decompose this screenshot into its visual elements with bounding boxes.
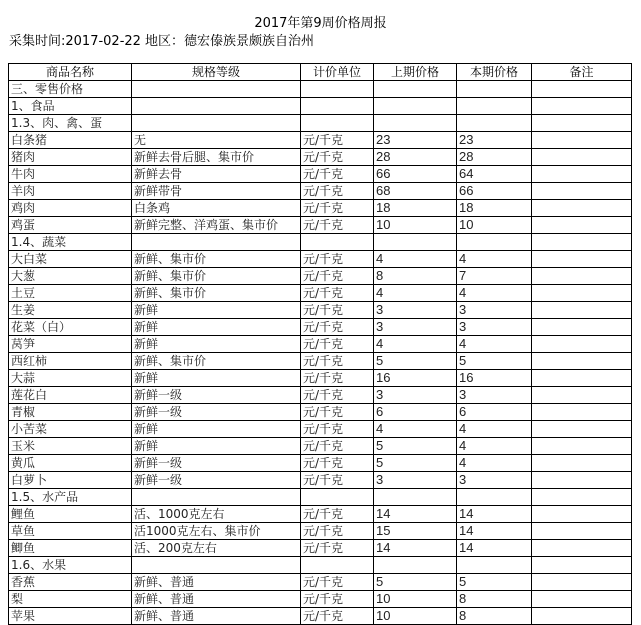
cell-prev-price: 66 xyxy=(374,166,457,183)
header-spec: 规格等级 xyxy=(132,64,301,81)
cell-curr-price: 8 xyxy=(457,608,532,625)
cell-prev-price: 16 xyxy=(374,370,457,387)
cell-prev-price xyxy=(374,489,457,506)
table-row xyxy=(9,200,632,217)
cell-spec: 新鲜一级 xyxy=(132,404,301,421)
cell-curr-price: 4 xyxy=(457,421,532,438)
cell-name: 香蕉 xyxy=(9,574,132,591)
cell-note xyxy=(532,166,632,183)
cell-unit: 元/千克 xyxy=(301,387,374,404)
table-row xyxy=(9,336,632,353)
cell-curr-price: 64 xyxy=(457,166,532,183)
cell-spec xyxy=(132,81,301,98)
cell-name: 鲤鱼 xyxy=(9,506,132,523)
cell-note xyxy=(532,540,632,557)
cell-prev-price xyxy=(374,557,457,574)
table-row xyxy=(9,574,632,591)
table-row xyxy=(9,472,632,489)
cell-unit: 元/千克 xyxy=(301,336,374,353)
cell-unit: 元/千克 xyxy=(301,200,374,217)
cell-curr-price: 3 xyxy=(457,387,532,404)
cell-spec: 新鲜去骨后腿、集市价 xyxy=(132,149,301,166)
cell-curr-price: 4 xyxy=(457,285,532,302)
cell-name: 玉米 xyxy=(9,438,132,455)
cell-prev-price: 5 xyxy=(374,353,457,370)
cell-unit: 元/千克 xyxy=(301,438,374,455)
cell-prev-price: 10 xyxy=(374,591,457,608)
cell-name: 猪肉 xyxy=(9,149,132,166)
table-row xyxy=(9,285,632,302)
cell-note xyxy=(532,506,632,523)
cell-name: 大白菜 xyxy=(9,251,132,268)
table-row xyxy=(9,268,632,285)
cell-prev-price: 3 xyxy=(374,302,457,319)
cell-prev-price: 14 xyxy=(374,540,457,557)
cell-unit: 元/千克 xyxy=(301,217,374,234)
table-row xyxy=(9,251,632,268)
cell-unit: 元/千克 xyxy=(301,455,374,472)
cell-spec: 活、200克左右 xyxy=(132,540,301,557)
cell-curr-price: 4 xyxy=(457,336,532,353)
cell-name: 1.6、水果 xyxy=(9,557,132,574)
table-row xyxy=(9,404,632,421)
cell-name: 莲花白 xyxy=(9,387,132,404)
cell-unit: 元/千克 xyxy=(301,506,374,523)
cell-unit: 元/千克 xyxy=(301,540,374,557)
table-row xyxy=(9,523,632,540)
cell-name: 土豆 xyxy=(9,285,132,302)
cell-prev-price xyxy=(374,81,457,98)
cell-prev-price: 28 xyxy=(374,149,457,166)
cell-curr-price: 5 xyxy=(457,574,532,591)
cell-curr-price: 4 xyxy=(457,251,532,268)
cell-unit xyxy=(301,234,374,251)
table-row xyxy=(9,438,632,455)
cell-note xyxy=(532,285,632,302)
cell-unit: 元/千克 xyxy=(301,166,374,183)
category-row xyxy=(9,81,632,98)
cell-name: 西红柿 xyxy=(9,353,132,370)
cell-prev-price: 4 xyxy=(374,336,457,353)
cell-note xyxy=(532,557,632,574)
cell-unit: 元/千克 xyxy=(301,251,374,268)
cell-prev-price: 6 xyxy=(374,404,457,421)
cell-spec xyxy=(132,115,301,132)
cell-curr-price: 16 xyxy=(457,370,532,387)
cell-note xyxy=(532,149,632,166)
table-row xyxy=(9,387,632,404)
cell-curr-price xyxy=(457,234,532,251)
cell-spec xyxy=(132,489,301,506)
cell-unit: 元/千克 xyxy=(301,302,374,319)
cell-note xyxy=(532,489,632,506)
cell-name: 大葱 xyxy=(9,268,132,285)
table-row xyxy=(9,166,632,183)
cell-curr-price: 14 xyxy=(457,540,532,557)
table-row xyxy=(9,217,632,234)
cell-prev-price: 18 xyxy=(374,200,457,217)
table-row xyxy=(9,370,632,387)
cell-prev-price: 15 xyxy=(374,523,457,540)
cell-name: 苹果 xyxy=(9,608,132,625)
cell-unit: 元/千克 xyxy=(301,523,374,540)
cell-curr-price: 3 xyxy=(457,472,532,489)
cell-unit xyxy=(301,115,374,132)
cell-spec: 新鲜完整、洋鸡蛋、集市价 xyxy=(132,217,301,234)
cell-note xyxy=(532,251,632,268)
cell-note xyxy=(532,353,632,370)
cell-note xyxy=(532,387,632,404)
cell-unit: 元/千克 xyxy=(301,268,374,285)
cell-name: 1.3、肉、禽、蛋 xyxy=(9,115,132,132)
cell-spec: 无 xyxy=(132,132,301,149)
cell-prev-price: 3 xyxy=(374,387,457,404)
cell-unit: 元/千克 xyxy=(301,353,374,370)
report-title: 2017年第9周价格周报 xyxy=(254,16,387,31)
cell-prev-price xyxy=(374,234,457,251)
category-row xyxy=(9,489,632,506)
table-row xyxy=(9,302,632,319)
cell-note xyxy=(532,574,632,591)
cell-unit: 元/千克 xyxy=(301,319,374,336)
cell-spec: 新鲜带骨 xyxy=(132,183,301,200)
cell-unit: 元/千克 xyxy=(301,608,374,625)
cell-prev-price: 68 xyxy=(374,183,457,200)
cell-name: 鲫鱼 xyxy=(9,540,132,557)
cell-spec: 新鲜、普通 xyxy=(132,591,301,608)
cell-spec: 白条鸡 xyxy=(132,200,301,217)
cell-note xyxy=(532,336,632,353)
cell-note xyxy=(532,421,632,438)
price-table xyxy=(8,63,632,625)
cell-spec: 活1000克左右、集市价 xyxy=(132,523,301,540)
cell-spec: 新鲜一级 xyxy=(132,455,301,472)
cell-unit xyxy=(301,489,374,506)
cell-note xyxy=(532,608,632,625)
cell-name: 鸡肉 xyxy=(9,200,132,217)
cell-note xyxy=(532,234,632,251)
header-name: 商品名称 xyxy=(9,64,132,81)
cell-spec xyxy=(132,234,301,251)
cell-curr-price xyxy=(457,98,532,115)
cell-name: 白条猪 xyxy=(9,132,132,149)
cell-curr-price: 7 xyxy=(457,268,532,285)
cell-prev-price: 8 xyxy=(374,268,457,285)
cell-name: 大蒜 xyxy=(9,370,132,387)
cell-prev-price: 5 xyxy=(374,574,457,591)
cell-name: 白萝卜 xyxy=(9,472,132,489)
cell-name: 鸡蛋 xyxy=(9,217,132,234)
cell-prev-price xyxy=(374,115,457,132)
cell-curr-price: 5 xyxy=(457,353,532,370)
cell-note xyxy=(532,523,632,540)
cell-spec: 新鲜、集市价 xyxy=(132,268,301,285)
cell-note xyxy=(532,302,632,319)
table-row xyxy=(9,132,632,149)
cell-spec: 新鲜 xyxy=(132,302,301,319)
table-row xyxy=(9,506,632,523)
cell-curr-price: 14 xyxy=(457,523,532,540)
table-row xyxy=(9,421,632,438)
table-row xyxy=(9,183,632,200)
cell-curr-price: 14 xyxy=(457,506,532,523)
cell-curr-price xyxy=(457,81,532,98)
cell-spec: 新鲜 xyxy=(132,319,301,336)
table-header-row xyxy=(9,64,632,81)
cell-curr-price xyxy=(457,489,532,506)
table-row xyxy=(9,591,632,608)
table-row xyxy=(9,608,632,625)
cell-note xyxy=(532,98,632,115)
cell-spec: 新鲜、集市价 xyxy=(132,251,301,268)
category-row xyxy=(9,234,632,251)
table-body xyxy=(9,81,632,625)
cell-unit: 元/千克 xyxy=(301,591,374,608)
cell-name: 黄瓜 xyxy=(9,455,132,472)
cell-note xyxy=(532,404,632,421)
cell-prev-price: 3 xyxy=(374,319,457,336)
cell-name: 生姜 xyxy=(9,302,132,319)
table-row xyxy=(9,353,632,370)
cell-note xyxy=(532,268,632,285)
cell-curr-price: 10 xyxy=(457,217,532,234)
cell-unit: 元/千克 xyxy=(301,472,374,489)
cell-curr-price: 23 xyxy=(457,132,532,149)
cell-name: 1、食品 xyxy=(9,98,132,115)
header-unit: 计价单位 xyxy=(301,64,374,81)
cell-curr-price xyxy=(457,557,532,574)
cell-note xyxy=(532,370,632,387)
cell-note xyxy=(532,132,632,149)
cell-prev-price: 5 xyxy=(374,438,457,455)
cell-note xyxy=(532,217,632,234)
cell-note xyxy=(532,115,632,132)
cell-curr-price: 4 xyxy=(457,455,532,472)
cell-spec: 新鲜一级 xyxy=(132,472,301,489)
category-row xyxy=(9,98,632,115)
cell-prev-price: 14 xyxy=(374,506,457,523)
table-row xyxy=(9,455,632,472)
cell-prev-price: 3 xyxy=(374,472,457,489)
cell-spec: 新鲜 xyxy=(132,438,301,455)
cell-name: 花菜（白） xyxy=(9,319,132,336)
cell-prev-price: 4 xyxy=(374,421,457,438)
cell-curr-price: 6 xyxy=(457,404,532,421)
cell-name: 牛肉 xyxy=(9,166,132,183)
cell-curr-price: 3 xyxy=(457,319,532,336)
cell-unit: 元/千克 xyxy=(301,370,374,387)
cell-spec: 新鲜 xyxy=(132,370,301,387)
cell-name: 小苦菜 xyxy=(9,421,132,438)
cell-spec: 新鲜 xyxy=(132,336,301,353)
cell-spec xyxy=(132,98,301,115)
cell-prev-price: 4 xyxy=(374,251,457,268)
cell-prev-price: 4 xyxy=(374,285,457,302)
cell-curr-price: 8 xyxy=(457,591,532,608)
cell-spec: 新鲜一级 xyxy=(132,387,301,404)
cell-note xyxy=(532,319,632,336)
table-row xyxy=(9,149,632,166)
cell-spec: 活、1000克左右 xyxy=(132,506,301,523)
cell-name: 梨 xyxy=(9,591,132,608)
header-prev-price: 上期价格 xyxy=(374,64,457,81)
header-curr-price: 本期价格 xyxy=(457,64,532,81)
cell-unit xyxy=(301,557,374,574)
cell-unit: 元/千克 xyxy=(301,574,374,591)
cell-note xyxy=(532,438,632,455)
cell-curr-price: 18 xyxy=(457,200,532,217)
cell-note xyxy=(532,455,632,472)
cell-name: 青椒 xyxy=(9,404,132,421)
cell-curr-price: 28 xyxy=(457,149,532,166)
cell-name: 羊肉 xyxy=(9,183,132,200)
cell-prev-price: 10 xyxy=(374,217,457,234)
cell-note xyxy=(532,591,632,608)
cell-curr-price: 4 xyxy=(457,438,532,455)
cell-note xyxy=(532,200,632,217)
cell-unit: 元/千克 xyxy=(301,183,374,200)
category-row xyxy=(9,115,632,132)
cell-prev-price: 23 xyxy=(374,132,457,149)
cell-name: 三、零售价格 xyxy=(9,81,132,98)
cell-note xyxy=(532,472,632,489)
cell-unit: 元/千克 xyxy=(301,421,374,438)
cell-unit: 元/千克 xyxy=(301,404,374,421)
header-note: 备注 xyxy=(532,64,632,81)
cell-spec: 新鲜 xyxy=(132,421,301,438)
cell-name: 莴笋 xyxy=(9,336,132,353)
cell-note xyxy=(532,81,632,98)
table-row xyxy=(9,319,632,336)
cell-prev-price: 10 xyxy=(374,608,457,625)
cell-name: 1.4、蔬菜 xyxy=(9,234,132,251)
cell-curr-price: 66 xyxy=(457,183,532,200)
cell-name: 草鱼 xyxy=(9,523,132,540)
report-subtitle: 采集时间:2017-02-22 地区：德宏傣族景颇族自治州 xyxy=(9,34,315,49)
cell-unit: 元/千克 xyxy=(301,132,374,149)
category-row xyxy=(9,557,632,574)
cell-unit: 元/千克 xyxy=(301,285,374,302)
cell-curr-price: 3 xyxy=(457,302,532,319)
cell-name: 1.5、水产品 xyxy=(9,489,132,506)
cell-spec: 新鲜、普通 xyxy=(132,574,301,591)
table-row xyxy=(9,540,632,557)
cell-spec: 新鲜、集市价 xyxy=(132,353,301,370)
cell-unit xyxy=(301,81,374,98)
cell-unit: 元/千克 xyxy=(301,149,374,166)
cell-unit xyxy=(301,98,374,115)
cell-spec: 新鲜、集市价 xyxy=(132,285,301,302)
cell-prev-price: 5 xyxy=(374,455,457,472)
cell-curr-price xyxy=(457,115,532,132)
cell-spec: 新鲜去骨 xyxy=(132,166,301,183)
cell-spec: 新鲜、普通 xyxy=(132,608,301,625)
cell-spec xyxy=(132,557,301,574)
cell-note xyxy=(532,183,632,200)
cell-prev-price xyxy=(374,98,457,115)
